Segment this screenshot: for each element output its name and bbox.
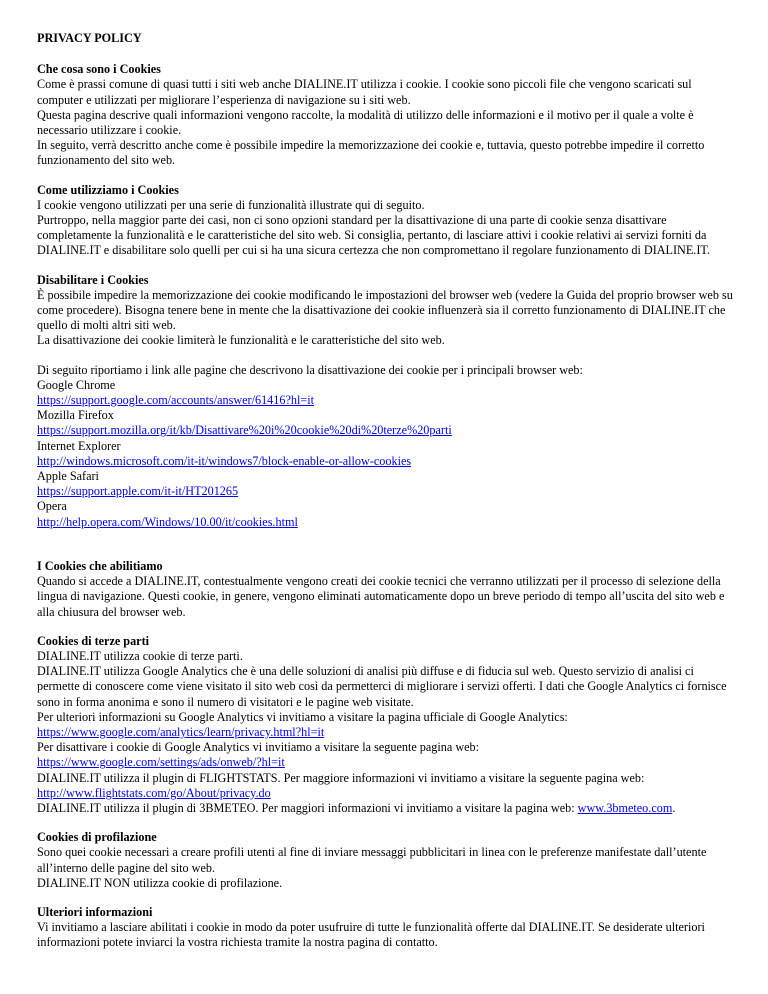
- section-third-party: [37, 634, 737, 816]
- paragraph: Per disattivare i cookie di Google Analytics vi invitiamo a visitare la seguente pagina web:: [37, 740, 480, 755]
- paragraph-text: DIALINE.IT utilizza il plugin di 3BMETEO. Per maggiori informazioni vi invitiamo a visitare la pagina web:: [37, 800, 578, 815]
- paragraph: Sono quei cookie necessari a creare profili utenti al fine di inviare messaggi pubblicitari in linea con le preferenze manifestate dall’utente all’interno delle pagine del sito web.: [37, 845, 707, 875]
- section-heading: Come utilizziamo i Cookies: [37, 182, 179, 197]
- section-disable-cookies: [37, 273, 737, 349]
- link-google-analytics-privacy[interactable]: https://www.google.com/analytics/learn/privacy.html?hl=it: [37, 724, 325, 739]
- paragraph: DIALINE.IT utilizza Google Analytics che è una delle soluzioni di analisi più diffuse e di fiducia sul web. Questo servizio di analisi ci permette di conoscere come viene visitato il sito web così da permetterci di migliorare i servizi offerti. I dati che Google Analytics ci fornisce sono in forma anonima e sono il numero di visitatori e le pagine web visitate.: [37, 664, 727, 709]
- link-opera-cookies[interactable]: http://help.opera.com/Windows/10.00/it/cookies.html: [37, 514, 298, 529]
- link-safari-cookies[interactable]: https://support.apple.com/it-it/HT201265: [37, 484, 239, 499]
- link-3bmeteo[interactable]: www.3bmeteo.com: [577, 800, 673, 815]
- paragraph: Di seguito riportiamo i link alle pagine che descrivono la disattivazione dei cookie per i principali browser web:: [37, 362, 583, 377]
- paragraph: È possibile impedire la memorizzazione dei cookie modificando le impostazioni del browser web (vedere la Guida del proprio browser web su come procedere). Bisogna tenere bene in mente che la disattivazione dei cookie influenzerà sia il corretto funzionamento di DIALINE.IT che quello di molti altri siti web.: [37, 287, 733, 333]
- paragraph: Questa pagina descrive quali informazioni vengono raccolte, la modalità di utilizzo delle informazioni e il motivo per il quale a volte è necessario utilizzare i cookie.: [37, 107, 694, 138]
- link-ie-cookies[interactable]: http://windows.microsoft.com/it-it/windows7/block-enable-or-allow-cookies: [37, 453, 412, 468]
- link-google-ads-settings[interactable]: https://www.google.com/settings/ads/onweb/?hl=it: [37, 755, 285, 770]
- link-chrome-cookies[interactable]: https://support.google.com/accounts/answer/61416?hl=it: [37, 393, 314, 408]
- browser-name-firefox: Mozilla Firefox: [37, 408, 114, 423]
- section-heading: Che cosa sono i Cookies: [37, 62, 161, 77]
- section-how-we-use: [37, 183, 737, 259]
- paragraph-suffix: .: [672, 800, 676, 815]
- browser-links-section: [37, 363, 737, 530]
- browser-name-opera: Opera: [37, 499, 67, 514]
- paragraph: DIALINE.IT utilizza cookie di terze parti.: [37, 648, 243, 663]
- paragraph: In seguito, verrà descritto anche come è possibile impedire la memorizzazione dei cookie e, tuttavia, questo potrebbe impedire il corretto funzionamento del sito web.: [37, 138, 705, 168]
- page-title: PRIVACY POLICY: [37, 31, 142, 45]
- section-heading: Disabilitare i Cookies: [37, 272, 149, 287]
- section-more-info: [37, 905, 737, 951]
- paragraph: DIALINE.IT NON utilizza cookie di profilazione.: [37, 875, 283, 890]
- paragraph: La disattivazione dei cookie limiterà le funzionalità e le caratteristiche del sito web.: [37, 333, 445, 348]
- paragraph: [37, 801, 737, 816]
- paragraph: Quando si accede a DIALINE.IT, contestualmente vengono creati dei cookie tecnici che verranno utilizzati per il processo di selezione della lingua di navigazione. Questi cookie, in genere, vengono eliminati automaticamente dopo un breve periodo di tempo all’uscita del sito web e alla chiusura del browser web.: [37, 574, 725, 619]
- browser-name-chrome: Google Chrome: [37, 377, 116, 392]
- paragraph: I cookie vengono utilizzati per una serie di funzionalità illustrate qui di seguito.: [37, 197, 425, 212]
- paragraph: Purtroppo, nella maggior parte dei casi, non ci sono opzioni standard per la disattivazione di una parte di cookie senza disattivare completamente la funzionalità e le caratteristiche del sito web. Si consiglia, pertanto, di lasciare attivi i cookie relativi ai servizi forniti da DIALINE.IT e disabilitare solo quelli per cui si ha una sicura certezza che non compromettano il regolare funzionamento di DIALINE.IT.: [37, 213, 710, 258]
- section-heading: Cookies di profilazione: [37, 830, 157, 845]
- browser-name-safari: Apple Safari: [37, 469, 99, 484]
- paragraph: DIALINE.IT utilizza il plugin di FLIGHTSTATS. Per maggiore informazioni vi invitiamo a visitare la seguente pagina web:: [37, 770, 645, 785]
- section-profiling: [37, 830, 737, 891]
- link-firefox-cookies[interactable]: https://support.mozilla.org/it/kb/Disattivare%20i%20cookie%20di%20terze%20parti: [37, 423, 452, 438]
- section-heading: I Cookies che abilitiamo: [37, 558, 163, 573]
- paragraph: Per ulteriori informazioni su Google Analytics vi invitiamo a visitare la pagina ufficiale di Google Analytics:: [37, 709, 568, 724]
- section-heading: Ulteriori informazioni: [37, 904, 153, 919]
- browser-name-ie: Internet Explorer: [37, 438, 121, 453]
- section-cookies-we-enable: [37, 559, 737, 620]
- paragraph: Come è prassi comune di quasi tutti i siti web anche DIALINE.IT utilizza i cookie. I cookie sono piccoli file che vengono scaricati sul computer e utilizzati per migliorare l’esperienza di navigazione su i siti web.: [37, 77, 692, 107]
- link-flightstats-privacy[interactable]: http://www.flightstats.com/go/About/privacy.do: [37, 785, 271, 800]
- section-heading: Cookies di terze parti: [37, 633, 150, 648]
- section-what-are-cookies: [37, 62, 737, 168]
- paragraph: Vi invitiamo a lasciare abilitati i cookie in modo da poter usufruire di tutte le funzionalità offerte dal DIALINE.IT. Se desiderate ulteriori informazioni potete inviarci la vostra richiesta tramite la nostra pagina di contatto.: [37, 920, 705, 950]
